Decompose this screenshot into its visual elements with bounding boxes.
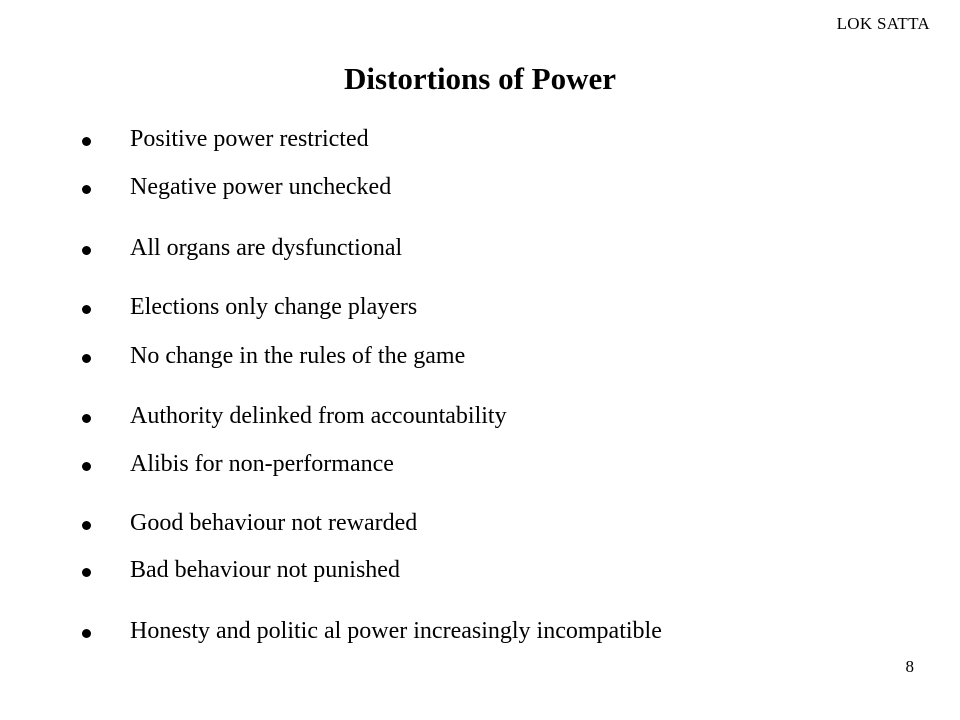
- bullet-item: [82, 340, 465, 372]
- bullet-item: [82, 507, 417, 539]
- bullet-dot-icon: [82, 629, 91, 638]
- bullet-text: Bad behaviour not punished: [130, 557, 400, 583]
- page-number: 8: [905, 657, 914, 676]
- bullet-item: [82, 554, 400, 586]
- slide-title: Distortions of Power: [343, 61, 617, 96]
- header-label: LOK SATTA: [836, 14, 930, 33]
- bullet-item: [82, 123, 369, 155]
- bullet-dot-icon: [82, 521, 91, 530]
- bullet-dot-icon: [82, 246, 91, 255]
- bullet-text: Negative power unchecked: [130, 174, 392, 200]
- bullet-text: Authority delinked from accountability: [130, 403, 507, 429]
- bullet-dot-icon: [82, 185, 91, 194]
- bullet-dot-icon: [82, 462, 91, 471]
- bullet-item: [82, 448, 394, 480]
- bullet-text: Positive power restricted: [130, 126, 369, 152]
- bullet-text: No change in the rules of the game: [130, 343, 466, 369]
- bullet-item: [82, 615, 662, 647]
- bullet-text: Honesty and politic al power increasingly incompatible: [130, 618, 662, 644]
- bullet-text: Elections only change players: [130, 294, 418, 320]
- bullet-dot-icon: [82, 305, 91, 314]
- bullet-text: Alibis for non-performance: [130, 451, 394, 477]
- bullet-dot-icon: [82, 354, 91, 363]
- bullet-item: [82, 291, 417, 323]
- bullet-dot-icon: [82, 568, 91, 577]
- bullet-item: [82, 400, 507, 432]
- bullet-dot-icon: [82, 137, 91, 146]
- bullet-text: Good behaviour not rewarded: [130, 510, 418, 536]
- bullet-item: [82, 171, 391, 203]
- bullet-text: All organs are dysfunctional: [130, 235, 403, 261]
- bullet-item: [82, 232, 402, 264]
- bullet-dot-icon: [82, 414, 91, 423]
